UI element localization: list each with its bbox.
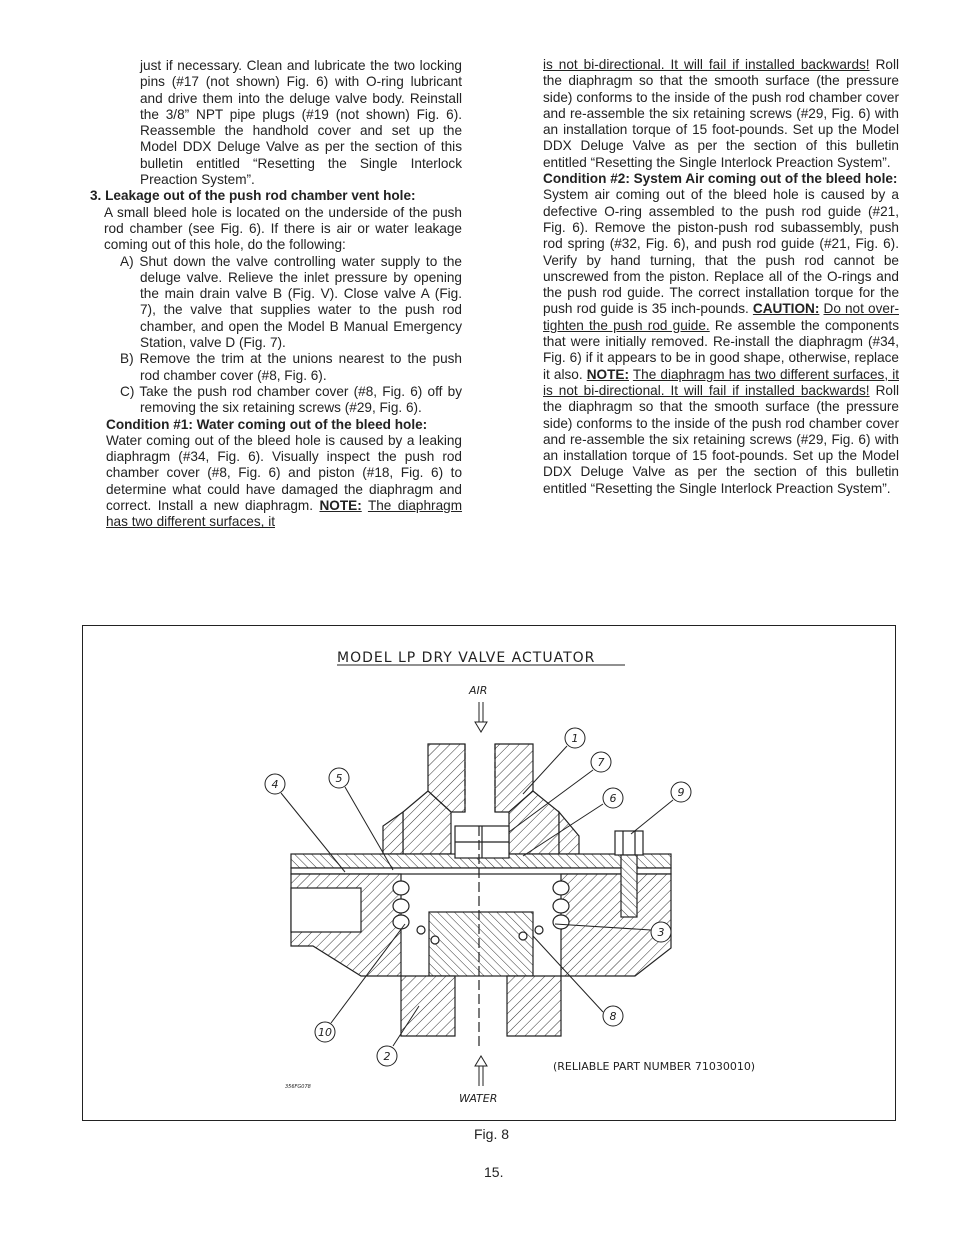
callout-5: 5 [335,772,343,785]
continued-underlined: is not bi-directional. It will fail if installed backwards! [543,57,870,72]
step-c: C) Take the push rod chamber cover (#8, Fig. 6) off by removing the six retaining screws (#29, Fig. 6). [120,383,462,416]
flange-diaphragm [291,826,671,874]
condition-2-text [543,187,899,497]
continued-note [543,57,899,171]
callout-6: 6 [609,792,617,805]
figure-frame [82,625,896,1121]
item-3-intro: A small bleed hole is located on the underside of the push rod chamber (see Fig. 6). If there is air or water leakage coming out of this hole, do the following: [104,204,462,253]
drawing-id: 356FG078 [285,1084,311,1090]
air-inlet-arrow [475,702,487,732]
figure-caption: Fig. 8 [474,1126,510,1142]
callout-7: 7 [597,756,605,769]
note-label: NOTE: [586,366,630,382]
figure-title: MODEL LP DRY VALVE ACTUATOR [337,650,596,666]
note-text: The diaphragm has two different surfaces, it is not bi-directional. It will fail if installed backwards! [543,366,900,398]
callout-4: 4 [271,778,279,791]
valve-actuator-drawing [83,626,895,1120]
continued-text: Roll the diaphragm so that the smooth surface (the pressure side) conforms to the inside of the push rod chamber cover and re-assemble the six retaining screws (#29, Fig. 6) with an installation torque of 15 foot-pounds. Set up the Model DDX Deluge Valve as per the section of this bulletin entitled “Resetting the Single Interlock Preaction System”. [543,57,899,170]
condition-2-body-3: Roll the diaphragm so that the smooth surface (the pressure side) conforms to the inside of the push rod chamber cover and re-assemble the six retaining screws (#29, Fig. 6) with an installation torque of 15 foot-pounds. Set up the Model DDX Deluge Valve as per the section of this bulletin entitled “Resetting the Single Interlock Preaction System”. [543,382,899,496]
condition-2-body-2: Re assemble the components that were initially removed. Re-install the diaphragm (#34, Fig. 6) if it appears to be in good shape, otherwise, replace it also. [543,317,900,382]
part-number: (RELIABLE PART NUMBER 71030010) [553,1060,756,1073]
condition-1-note-label: NOTE: [319,498,362,514]
right-column [543,57,899,497]
page-number: 15. [484,1164,504,1180]
step-a: A) Shut down the valve controlling water supply to the deluge valve. Relieve the inlet pressure by opening the main drain valve B (Fig. V). Close valve A (Fig. 7), the valve that supplies water to the push rod chamber, and open the Model B Manual Emergency Station, valve D (Fig. 7). [120,253,462,351]
caution-text: Do not over-tighten the push rod guide. [543,301,899,333]
condition-1-heading: Condition #1: Water coming out of the bleed hole: [106,416,428,432]
callout-8: 8 [609,1010,617,1023]
callout-2: 2 [383,1050,391,1063]
condition-1-body: Water coming out of the bleed hole is caused by a leaking diaphragm (#34, Fig. 6). Visually inspect the push rod chamber cover (#8, Fig. 6) and piston (#18, Fig. 6) to determine what could have damaged the diaphragm and correct. Install a new diaphragm. [106,432,462,514]
condition-2-heading: Condition #2: System Air coming out of the bleed hole: [543,171,898,187]
callout-10: 10 [318,1026,332,1039]
condition-2-body-1: System air coming out of the bleed hole is caused by a defective O-ring assembled to the push rod guide (#21, Fig. 6). Remove the piston-push rod subassembly, push rod spring (#32, Fig. 6), and push rod guide (#21, Fig. 6). Verify by hand turning, that the push rod cannot be unscrewed from the piston. Replace all of the O-rings and the push rod guide. The correct installation torque for the push rod guide is 35 inch-pounds. [543,187,899,317]
air-label: AIR [469,684,488,697]
condition-1-text [104,433,462,531]
condition-1-note-text: The diaphragm has two different surfaces, it [106,498,463,530]
water-inlet-arrow [475,1056,487,1086]
water-label: WATER [459,1092,498,1105]
step-b: B) Remove the trim at the unions nearest to the push rod chamber cover (#8, Fig. 6). [120,351,462,383]
callout-1: 1 [571,732,579,745]
callout-9: 9 [677,786,685,799]
callout-3: 3 [657,926,665,939]
continued-paragraph: just if necessary. Clean and lubricate the two locking pins (#17 (not shown) Fig. 6) with O-ring lubricant and drive them into the deluge valve body. Reinstall the 3/8” NPT pipe plugs (#19 (not shown) Fig. 6). Reassemble the handhold cover and set up the Model DDX Deluge Valve as per the section of this bulletin entitled “Resetting the Single Interlock Preaction System”. [140,58,462,188]
caution-label: CAUTION: [752,301,820,317]
left-column [90,58,463,531]
item-3-heading: 3. Leakage out of the push rod chamber vent hole: [90,188,416,204]
